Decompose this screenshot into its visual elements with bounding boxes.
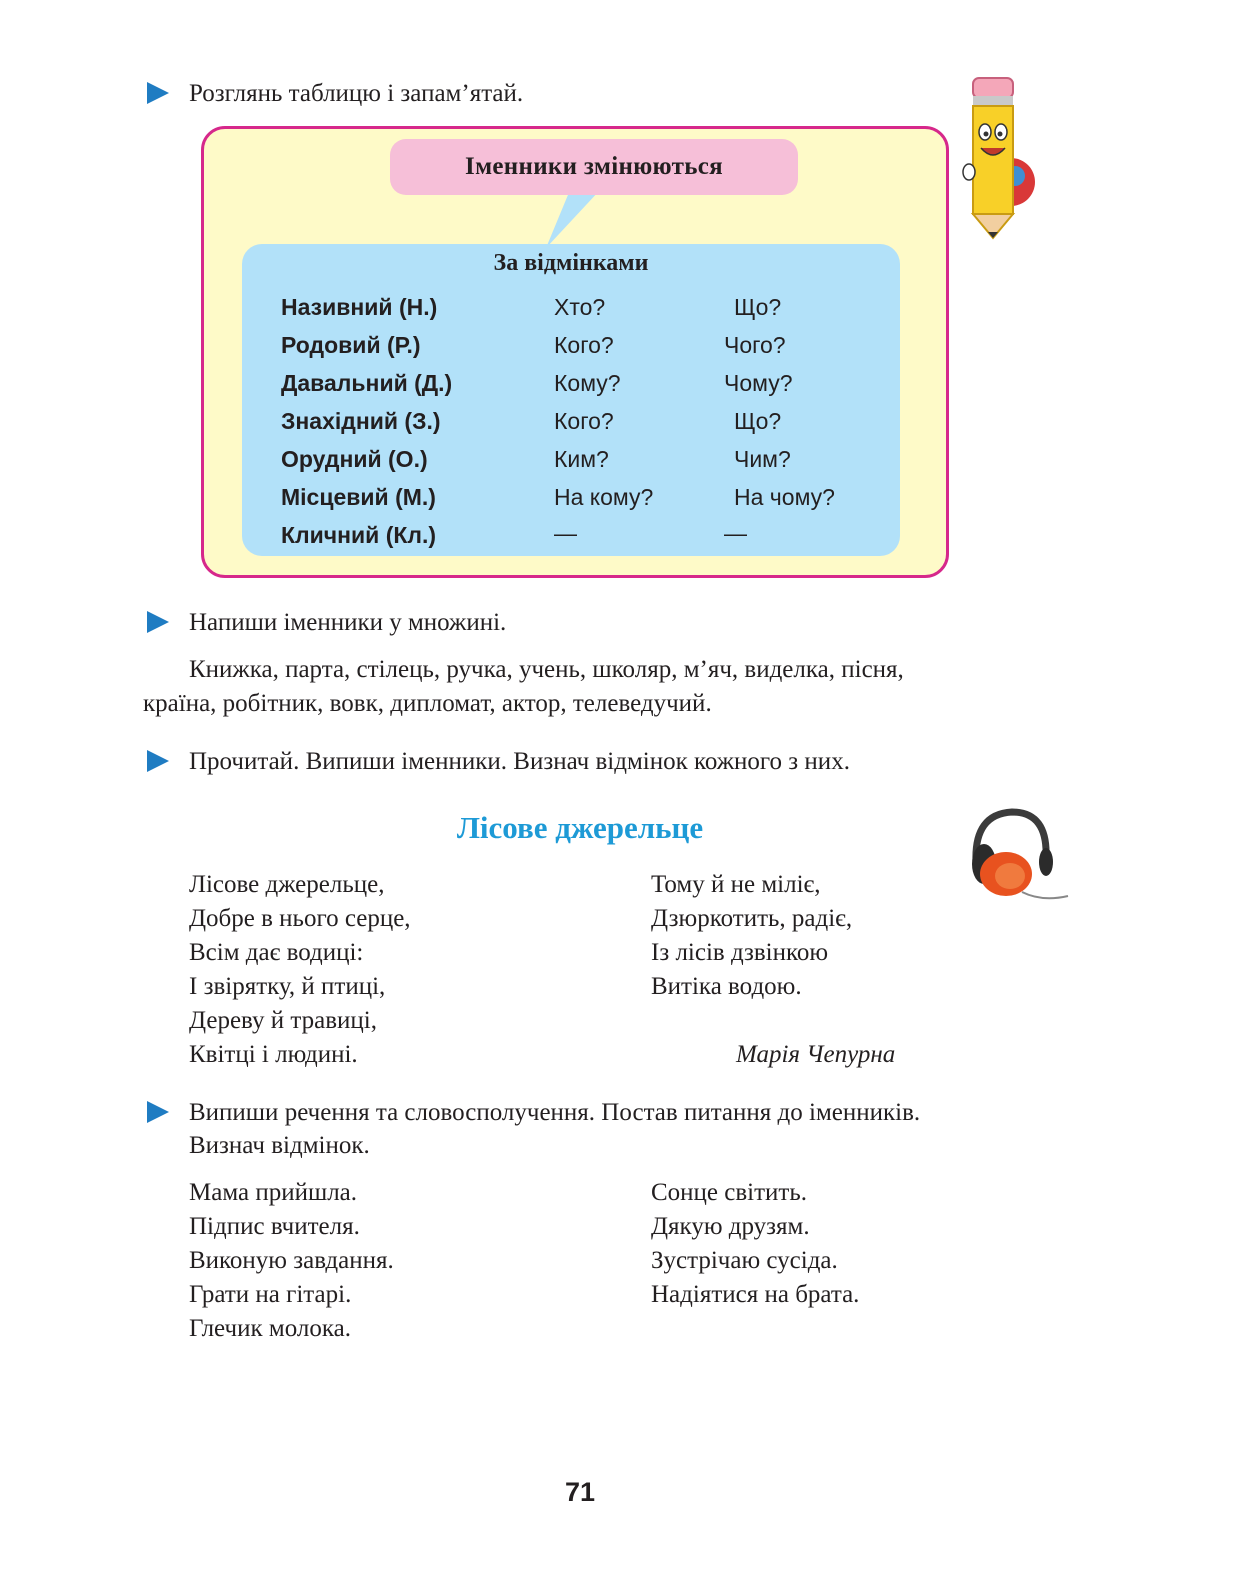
case-name: Родовий (Р.) [281,332,421,358]
case-name: Знахідний (З.) [281,408,441,434]
poem-line: Витіка водою. [651,973,802,1000]
poem-line: Всім дає водиці: [189,939,364,966]
sentence: Глечик молока. [189,1315,351,1342]
poem-line: Добре в нього серце, [189,905,411,932]
task-4-text-cont: Визнач відмінок. [189,1132,370,1159]
case-question: — [724,520,747,546]
task-2-text: Напиши іменники у множині. [189,609,507,636]
speech-tail [540,190,620,250]
case-question: Чим? [734,446,791,472]
poem-line: Тому й не міліє, [651,871,821,898]
table-header: Іменники змінюються [390,139,798,195]
poem-line: Дереву й травиці, [189,1007,377,1034]
poem-line: Квітці і людині. [189,1041,358,1068]
case-question: Хто? [554,294,606,320]
poem-line: І звірятку, й птиці, [189,973,386,1000]
headphones-icon [962,806,1072,902]
page-number: 71 [564,1477,596,1507]
sentence: Дякую друзям. [651,1213,810,1240]
sentence: Зустрічаю сусіда. [651,1247,838,1274]
case-question: Чому? [724,370,793,396]
poem-author: Марія Чепурна [736,1041,896,1068]
table-subheader: За відмінками [493,250,649,276]
case-question: Що? [734,408,782,434]
case-question: На кому? [554,484,654,510]
sentence: Надіятися на брата. [651,1281,860,1308]
words-line-1: Книжка, парта, стілець, ручка, учень, школяр, м’яч, виделка, пісня, [189,656,904,683]
case-question: Ким? [554,446,609,472]
words-line-2: країна, робітник, вовк, дипломат, актор, телеведучий. [143,690,712,717]
poem-line: Із лісів дзвінкою [651,939,829,966]
case-question: Кого? [554,332,614,358]
case-name: Називний (Н.) [281,294,438,320]
poem-line: Лісове джерельце, [189,871,385,898]
sentence: Сонце світить. [651,1179,808,1206]
case-question: Кого? [554,408,614,434]
sentence: Підпис вчителя. [189,1213,360,1240]
case-question: — [554,520,577,546]
task-4-text: Випиши речення та словосполучення. Постав питання до іменників. [189,1099,921,1126]
case-question: Що? [734,294,782,320]
task-1-text: Розглянь таблицю і запам’ятай. [189,80,524,107]
case-name: Орудний (О.) [281,446,428,472]
sentence: Мама прийшла. [189,1179,358,1206]
sentence: Грати на гітарі. [189,1281,352,1308]
task-arrow-icon [147,750,169,772]
case-name: Місцевий (М.) [281,484,436,510]
case-question: Чого? [724,332,786,358]
poem-line: Дзюркотить, радіє, [651,905,853,932]
case-name: Давальний (Д.) [281,370,453,396]
task-arrow-icon [147,82,169,104]
case-question: Кому? [554,370,621,396]
poem-title: Лісове джерельце [456,810,704,845]
sentence: Виконую завдання. [189,1247,394,1274]
task-3-text: Прочитай. Випиши іменники. Визнач відмінок кожного з них. [189,748,850,775]
task-arrow-icon [147,611,169,633]
task-arrow-icon [147,1101,169,1123]
case-name: Кличний (Кл.) [281,522,437,548]
pencil-mascot-icon [955,72,1045,240]
case-question: На чому? [734,484,835,510]
